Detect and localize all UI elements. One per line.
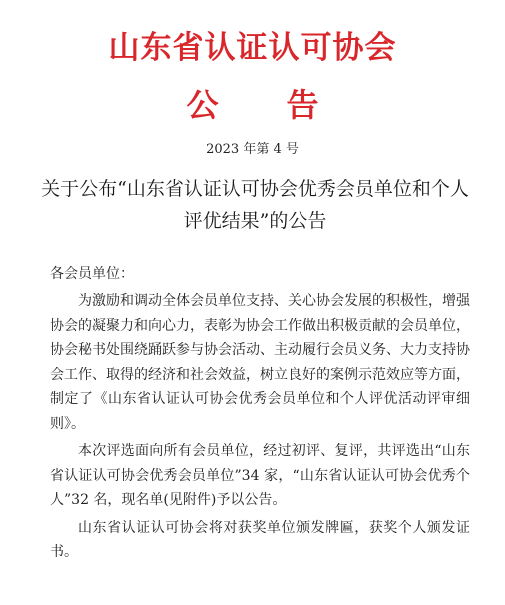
salutation: 各会员单位： bbox=[50, 266, 134, 282]
body-paragraph-3: 山东省认证认可协会将对获奖单位颁发牌匾，获奖个人颁发证书。 bbox=[50, 519, 470, 560]
document-body bbox=[50, 289, 470, 568]
notice-title: 公告 bbox=[186, 86, 387, 124]
document-headline: 关于公布“山东省认证认可协会优秀会员单位和个人评优结果”的公告 bbox=[41, 178, 469, 232]
organization-title: 山东省认证认可协会 bbox=[108, 30, 397, 66]
body-paragraph-1: 为激励和调动全体会员单位支持、关心协会发展的积极性，增强协会的凝聚力和向心力，表彰为协会工作做出积极贡献的会员单位，协会秘书处围绕踊跃参与协会活动、主动履行会员义务、大力支持协会工作、取得的经济和社会效益，树立良好的案例示范效应等方面，制定了《山东省认证认可协会优秀会员单位和个人评优活动评审细则》。 bbox=[50, 293, 470, 432]
document-number: 2023 年第 4 号 bbox=[206, 142, 299, 157]
body-paragraph-2: 本次评选面向所有会员单位，经过初评、复评，共评选出“山东省认证认可协会优秀会员单位”34 家，“山东省认证认可协会优秀个人”32 名，现名单(见附件)予以公告。 bbox=[50, 443, 470, 508]
